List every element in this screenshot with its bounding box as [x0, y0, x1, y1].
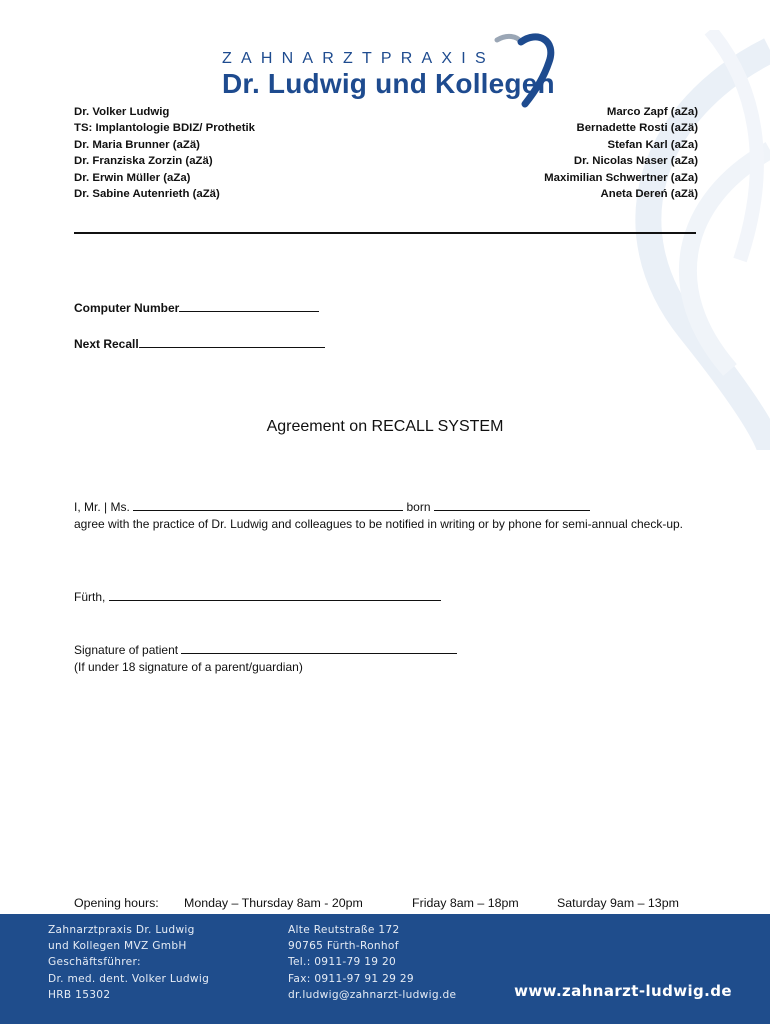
place-label: Fürth, [74, 590, 106, 604]
footer-line: HRB 15302 [48, 988, 111, 1001]
footer-phone: Tel.: 0911-79 19 20 [288, 956, 397, 969]
document-title: Agreement on RECALL SYSTEM [266, 418, 504, 435]
doctor-entry: Bernadette Rosti (aZä) [576, 122, 698, 135]
background-swoosh-decoration [570, 30, 770, 450]
doctor-entry: Dr. Erwin Müller (aZa) [74, 171, 191, 184]
doctor-entry: Dr. Sabine Autenrieth (aZä) [74, 188, 220, 201]
name-line [74, 499, 704, 516]
footer-website-link[interactable]: www.zahnarzt-ludwig.de [514, 982, 732, 1000]
place-date-blank[interactable] [109, 589, 441, 601]
footer-bar [0, 914, 770, 1024]
computer-number-label: Computer Number [74, 301, 180, 315]
practice-logo [222, 46, 562, 106]
guardian-note: (If under 18 signature of a parent/guardian) [74, 660, 303, 674]
footer-line: Geschäftsführer: [48, 956, 141, 969]
footer-email-link[interactable]: dr.ludwig@zahnarzt-ludwig.de [288, 988, 457, 1001]
doctor-entry: Dr. Franziska Zorzin (aZä) [74, 155, 213, 168]
doctor-entry: Maximilian Schwertner (aZa) [544, 171, 698, 184]
doctor-entry: Aneta Dereń (aZä) [600, 188, 698, 201]
footer-line: Dr. med. dent. Volker Ludwig [48, 972, 210, 985]
name-prefix: I, Mr. | Ms. [74, 500, 130, 514]
signature-blank[interactable] [181, 642, 457, 654]
opening-hours [74, 896, 679, 910]
next-recall-label: Next Recall [74, 337, 139, 351]
doctor-entry: Dr. Maria Brunner (aZä) [74, 138, 200, 151]
birthdate-blank[interactable] [434, 499, 590, 511]
place-line [74, 589, 441, 606]
next-recall-field [74, 336, 325, 351]
footer-contact-info [288, 922, 456, 1003]
hours-label: Opening hours: [74, 896, 159, 910]
footer-line: Alte Reutstraße 172 [288, 924, 400, 936]
footer-fax: Fax: 0911-97 91 29 29 [288, 972, 414, 985]
footer-company-info [48, 922, 209, 1003]
footer-line: und Kollegen MVZ GmbH [48, 940, 187, 953]
signature-block [74, 642, 457, 676]
computer-number-blank[interactable] [179, 300, 319, 312]
hours-saturday: Saturday 9am – 13pm [557, 896, 679, 910]
doctor-entry: Dr. Volker Ludwig [74, 106, 170, 118]
agree-text: agree with the practice of Dr. Ludwig and colleagues to be notified in writing or by phone for semi-annual check-up. [74, 517, 684, 531]
signature-label: Signature of patient [74, 643, 179, 657]
header-divider [74, 232, 696, 234]
name-blank[interactable] [133, 499, 403, 511]
doctors-list-left [74, 104, 255, 202]
logo-top-line: ZAHNARZTPRAXIS [222, 50, 495, 67]
next-recall-blank[interactable] [139, 336, 325, 348]
doctor-entry: TS: Implantologie BDIZ/ Prothetik [74, 122, 255, 135]
doctors-list-right [544, 104, 698, 202]
doctor-entry: Dr. Nicolas Naser (aZa) [573, 155, 698, 168]
footer-line: Zahnarztpraxis Dr. Ludwig [48, 924, 195, 936]
hours-mon-thu: Monday – Thursday 8am - 20pm [184, 896, 363, 910]
footer-line: 90765 Fürth-Ronhof [288, 940, 399, 953]
doctor-entry: Marco Zapf (aZa) [606, 106, 698, 118]
agreement-paragraph [74, 499, 704, 533]
tooth-swoosh-icon [477, 32, 557, 108]
hours-friday: Friday 8am – 18pm [412, 896, 519, 910]
doctor-entry: Stefan Karl (aZa) [607, 138, 698, 151]
born-label: born [406, 500, 431, 514]
computer-number-field [74, 300, 319, 315]
logo-main-line: Dr. Ludwig und Kollegen [222, 68, 555, 99]
